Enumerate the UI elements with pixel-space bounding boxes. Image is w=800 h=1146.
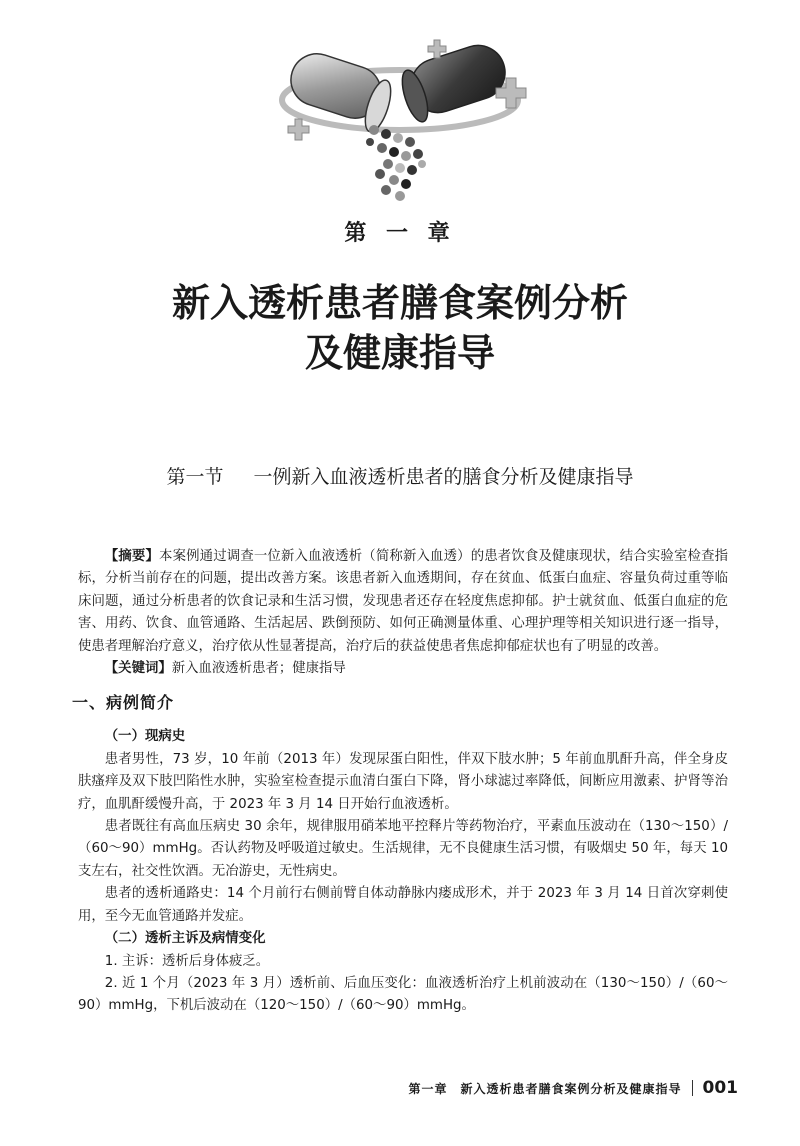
chapter-title bbox=[0, 278, 800, 378]
keywords-text: 新入血液透析患者；健康指导 bbox=[171, 661, 346, 677]
page-footer bbox=[408, 1078, 738, 1098]
section-title bbox=[0, 462, 800, 489]
heading-complaint: （二）透析主诉及病情变化 bbox=[104, 931, 266, 947]
paragraph-complaint-2: 2. 近 1 个月（2023 年 3 月）透析前、后血压变化：血液透析治疗上机前波动在（130～150）/（60～90）mmHg，下机后波动在（120～150）/（60～90）mmHg。 bbox=[78, 975, 728, 1014]
section-number: 第一节 bbox=[166, 466, 224, 488]
beads bbox=[366, 125, 426, 201]
abstract-text: 本案例通过调查一位新入血液透析（简称新入血透）的患者饮食及健康现状，结合实验室检查指标，分析当前存在的问题，提出改善方案。该患者新入血透期间，存在贫血、低蛋白血症、容量负荷过重等临床问题，通过分析患者的饮食记录和生活习惯，发现患者还存在轻度焦虑抑郁。护士就贫血、低蛋白血症的危害、用药、饮食、血管通路、生活起居、跌倒预防、如何正确测量体重、心理护理等相关知识进行逐一指导，使患者理解治疗意义，治疗依从性显著提高，治疗后的获益使患者焦虑抑郁症状也有了明显的改善。 bbox=[78, 549, 729, 654]
keywords-tag: 【关键词】 bbox=[104, 661, 172, 677]
body-content bbox=[72, 546, 729, 1018]
abstract bbox=[78, 546, 728, 658]
keywords bbox=[78, 658, 728, 680]
footer-divider bbox=[692, 1080, 693, 1096]
heading-case-intro: 一、病例简介 bbox=[72, 693, 175, 713]
paragraph-present-illness-1: 患者男性，73 岁，10 年前（2013 年）发现尿蛋白阳性，伴双下肢水肿；5 年前血肌酐升高，伴全身皮肤瘙痒及双下肢凹陷性水肿，实验室检查提示血清白蛋白下降，肾小球滤过率降低，间断应用激素、护肾等治疗，血肌酐缓慢升高，于 2023 年 3 月 14 日开始行血液透析。 bbox=[78, 751, 728, 812]
chapter-label: 第 一 章 bbox=[344, 221, 456, 246]
chapter-title-line2: 及健康指导 bbox=[304, 331, 495, 375]
paragraph-complaint-1: 1. 主诉：透析后身体疲乏。 bbox=[104, 953, 270, 969]
paragraph-present-illness-3: 患者的透析通路史：14 个月前行右侧前臂自体动静脉内瘘成形术，并于 2023 年 3 月 14 日首次穿刺使用，至今无血管通路并发症。 bbox=[78, 886, 728, 924]
capsule-illustration bbox=[270, 38, 530, 203]
page-number: 001 bbox=[702, 1078, 738, 1098]
running-title: 第一章 新入透析患者膳食案例分析及健康指导 bbox=[408, 1081, 682, 1096]
paragraph-present-illness-2: 患者既往有高血压病史 30 余年，规律服用硝苯地平控释片等药物治疗，平素血压波动在（130～150）/（60～90）mmHg。否认药物及呼吸道过敏史。生活规律，无不良健康生活习惯，有吸烟史 50 年，每天 10 支左右，社交性饮酒。无冶游史，无性病史。 bbox=[78, 819, 728, 879]
abstract-tag: 【摘要】 bbox=[104, 549, 160, 564]
heading-present-illness: （一）现病史 bbox=[104, 729, 186, 745]
capsule-right-half bbox=[397, 38, 512, 124]
section-title-text: 一例新入血液透析患者的膳食分析及健康指导 bbox=[253, 466, 634, 488]
chapter-title-line1: 新入透析患者膳食案例分析 bbox=[171, 281, 628, 325]
